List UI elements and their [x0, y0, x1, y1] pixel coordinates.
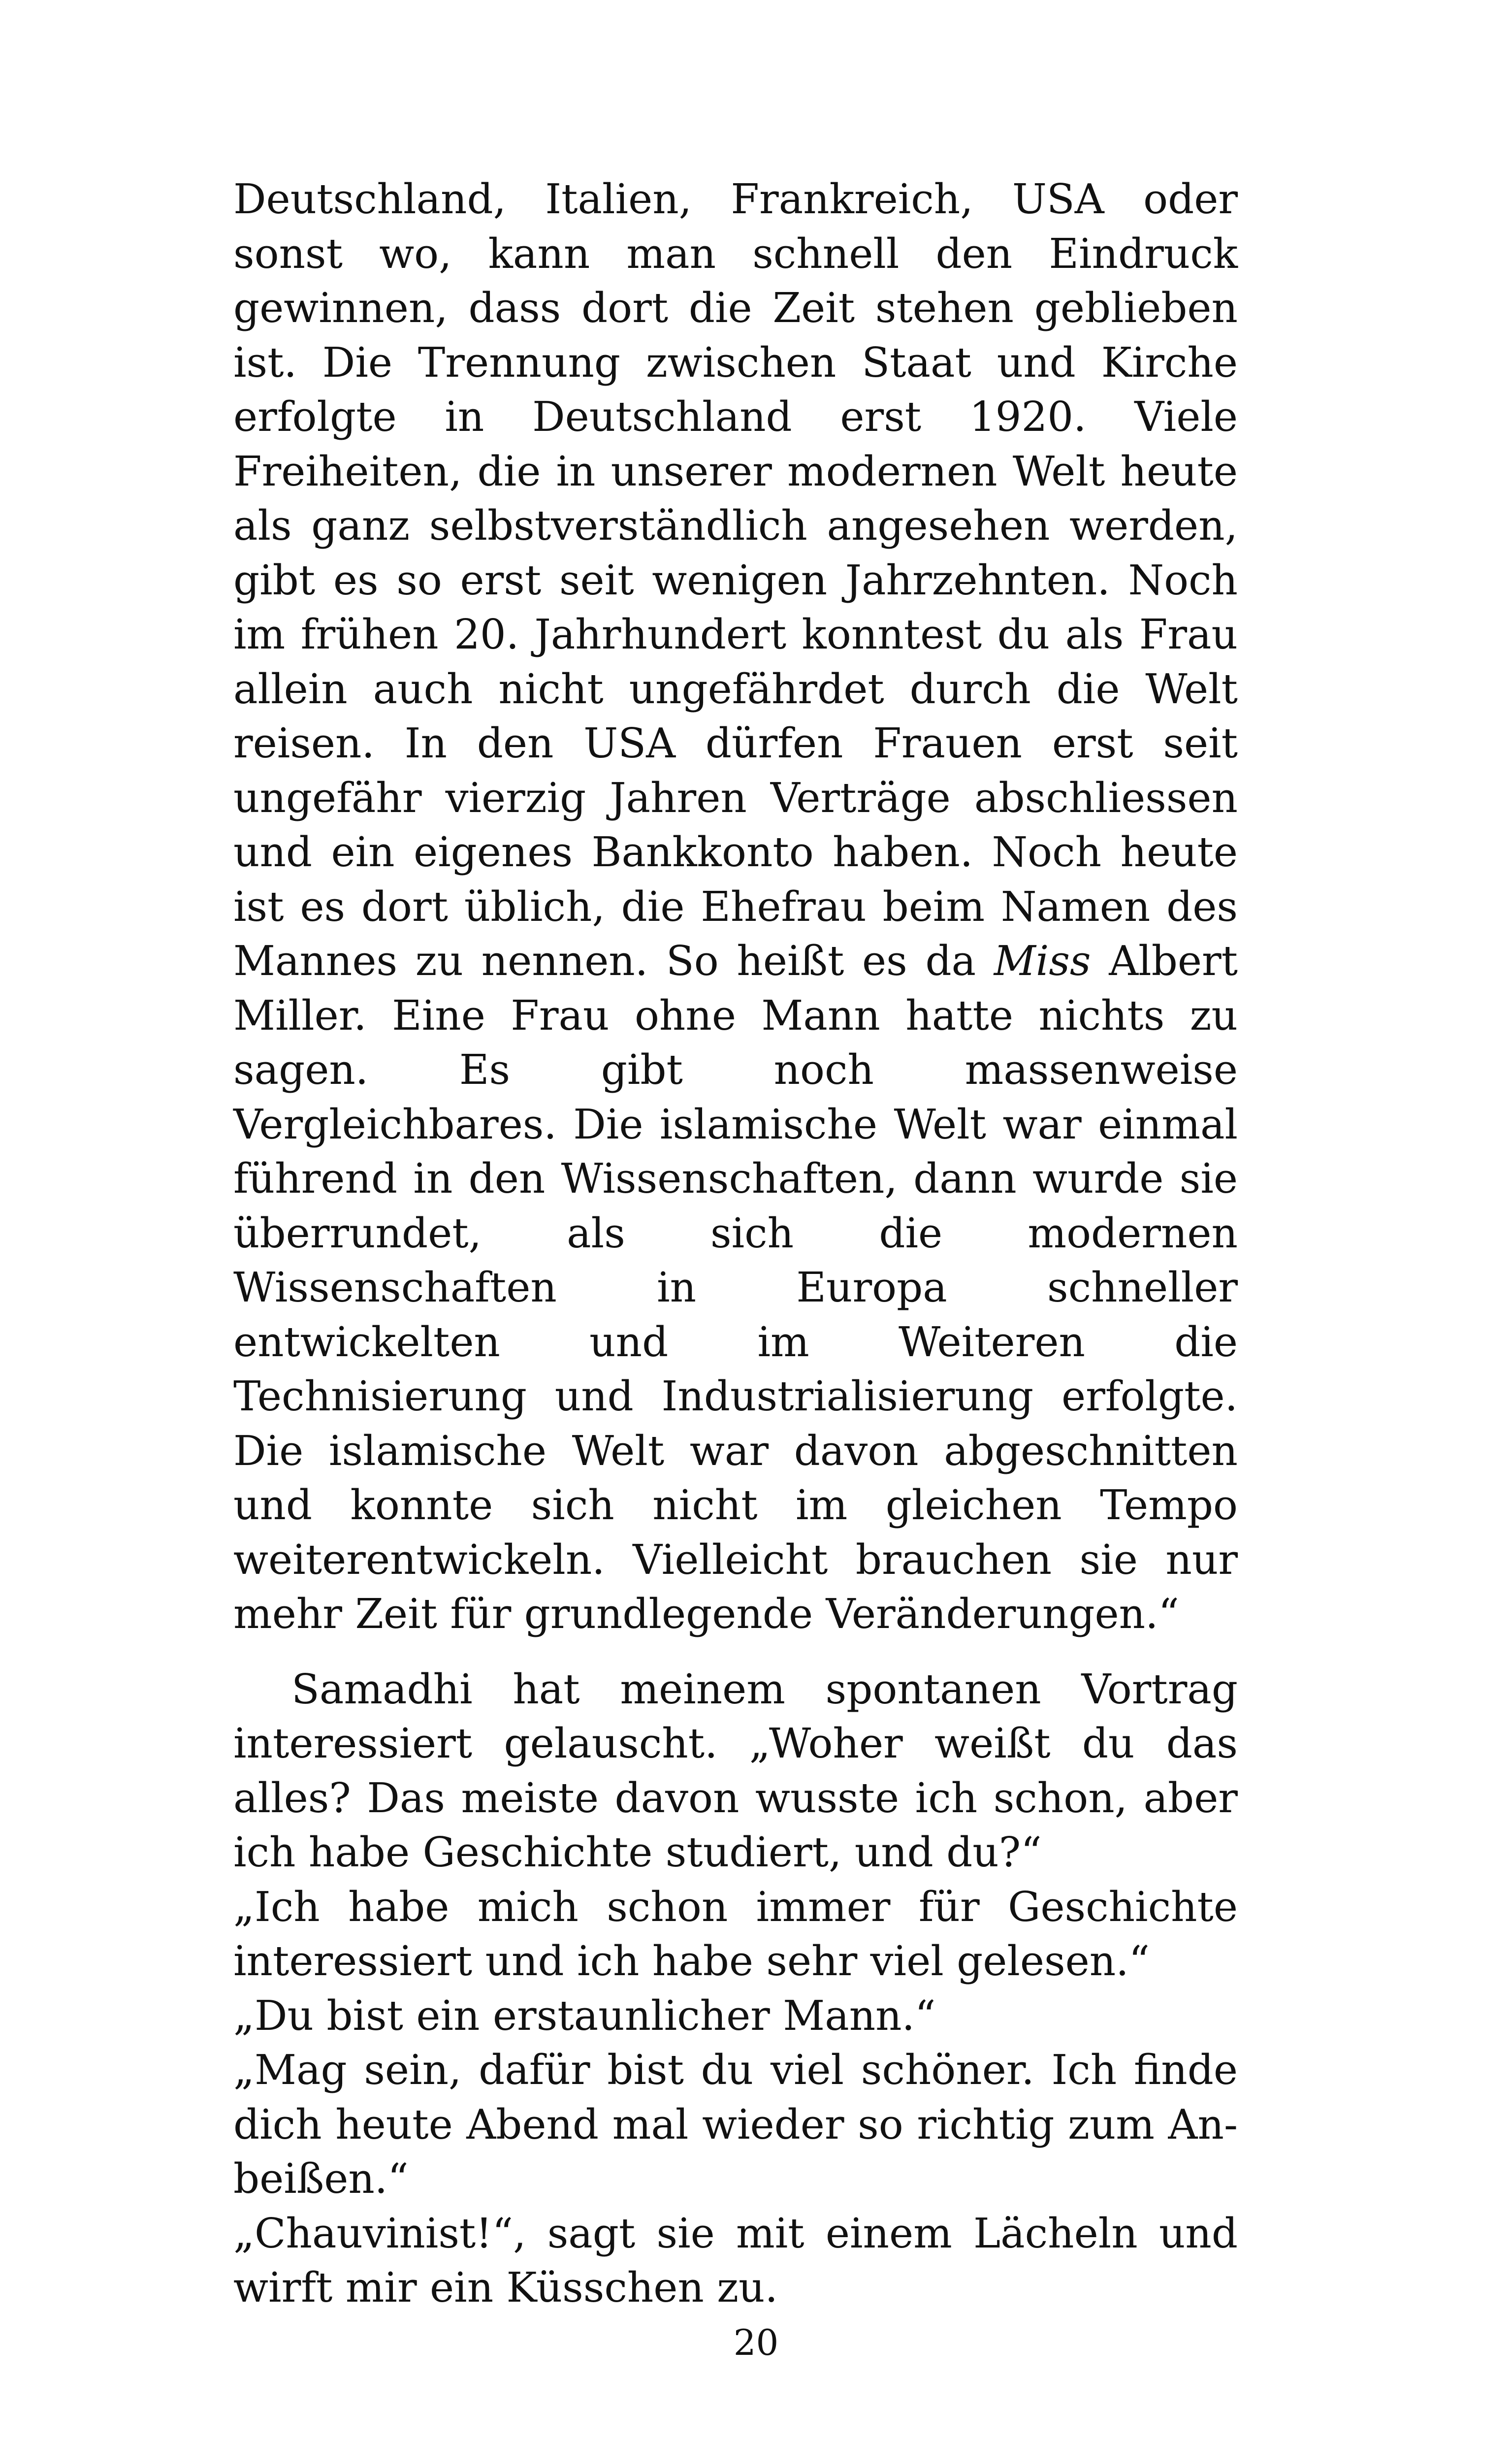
dialog-line-1: „Ich habe mich schon immer für Geschichte interessiert und ich habe sehr viel gelesen.“ [233, 1883, 1238, 1985]
emphasis-miss: Miss [994, 937, 1091, 985]
page-number: 20 [733, 2322, 779, 2363]
paragraph-1-text-after: Albert Miller. Eine Frau ohne Mann hatte nichts zu sagen. Es gibt noch massenweise Vergleichbares. Die islamische Welt war einmal führend in den Wissenschaften, dann wurde sie überrundet, als sich die modernen Wissenschaften in Europa schneller entwickelten und im Weiteren die Technisierung und Industrialisierung erfolgte. Die islamische Welt war davon abgeschnitten und konnte sich nicht im gleichen Tempo weiterentwickeln. Vielleicht brauchen sie nur mehr Zeit für grundlegende Veränderungen.“ [233, 937, 1238, 1638]
paragraph-1 [233, 172, 1238, 1642]
dialog-line-4: „Chauvinist!“, sagt sie mit einem Lächeln und wirft mir ein Küsschen zu. [233, 2209, 1238, 2312]
dialog-line-2: „Du bist ein erstaunlicher Mann.“ [233, 1991, 936, 2040]
body-text [233, 172, 1238, 2315]
paragraph-2: Samadhi hat meinem spontanen Vortrag interessiert gelauscht. „Woher weißt du das alles? Das meiste davon wusste ich schon, aber ich habe Geschichte studiert, und du?“ [233, 1665, 1238, 1876]
paragraph-1-text-before: Deutschland, Italien, Frankreich, USA oder sonst wo, kann man schnell den Eindruck gewinnen, dass dort die Zeit stehen geblieben ist. Die Trennung zwischen Staat und Kirche erfolgte in Deutschland erst 1920. Viele Freiheiten, die in unserer modernen Welt heute als ganz selbstverständlich angesehen werden, gibt es so erst seit wenigen Jahrzehnten. Noch im frühen 20. Jahrhundert konntest du als Frau allein auch nicht ungefährdet durch die Welt reisen. In den USA dürfen Frauen erst seit ungefähr vierzig Jahren Verträge abschliessen und ein eigenes Bankkonto haben. Noch heute ist es dort üblich, die Ehefrau beim Namen des Mannes zu nennen. So heißt es da [233, 175, 1238, 985]
dialog-line-3: „Mag sein, dafür bist du viel schöner. Ich finde dich heute Abend mal wieder so richtig zum Anbeißen.“ [233, 2046, 1238, 2203]
